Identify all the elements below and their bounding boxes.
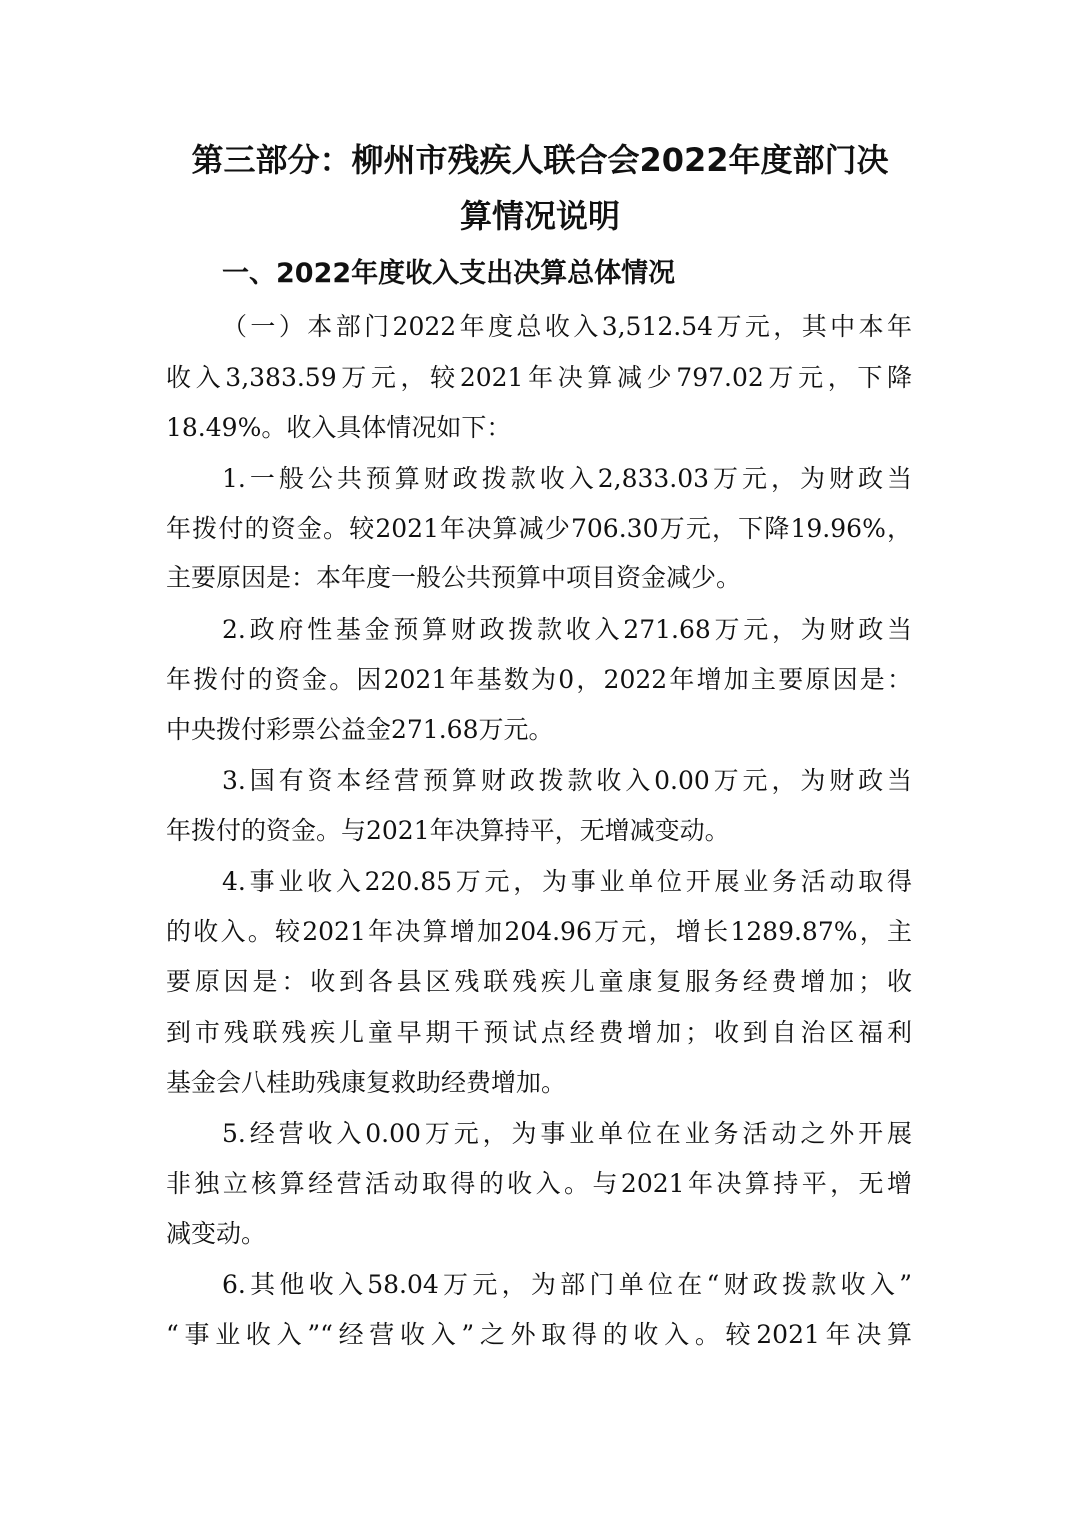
paragraph-line: 5.经营收入0.00万元，为事业单位在业务活动之外开展 [222, 1119, 912, 1148]
paragraph-line: 6.其他收入58.04万元，为部门单位在“财政拨款收入” [222, 1270, 912, 1299]
paragraph-line: 4.事业收入220.85万元，为事业单位开展业务活动取得 [222, 867, 912, 896]
section-heading: 一、2022年度收入支出决算总体情况 [222, 258, 676, 289]
paragraph-line: 到市残联残疾儿童早期干预试点经费增加；收到自治区福利 [166, 1018, 912, 1047]
paragraph-line: 主要原因是：本年度一般公共预算中项目资金减少。 [166, 563, 742, 592]
paragraph-line: 2.政府性基金预算财政拨款收入271.68万元，为财政当 [222, 615, 912, 644]
document-title-line-2: 算情况说明 [459, 197, 620, 235]
paragraph-line: 1.一般公共预算财政拨款收入2,833.03万元，为财政当 [222, 464, 912, 493]
paragraph-line: 减变动。 [166, 1219, 267, 1248]
document-title-line-1: 第三部分：柳州市残疾人联合会2022年度部门决 [191, 141, 889, 179]
paragraph-line: 年拨付的资金。较2021年决算减少706.30万元，下降19.96%， [166, 514, 912, 543]
paragraph-line: 收入3,383.59万元，较2021年决算减少797.02万元，下降 [166, 363, 912, 392]
paragraph-line: 的收入。较2021年决算增加204.96万元，增长1289.87%，主 [166, 917, 912, 946]
paragraph-line: 非独立核算经营活动取得的收入。与2021年决算持平，无增 [166, 1169, 912, 1198]
paragraph-line: 年拨付的资金。与2021年决算持平，无增减变动。 [166, 816, 730, 845]
paragraph-line: 年拨付的资金。因2021年基数为0，2022年增加主要原因是： [166, 665, 912, 694]
paragraph-line: 18.49%。收入具体情况如下： [166, 413, 512, 442]
paragraph-line: 3.国有资本经营预算财政拨款收入0.00万元，为财政当 [222, 766, 912, 795]
paragraph-line: （一）本部门2022年度总收入3,512.54万元，其中本年 [222, 312, 912, 341]
paragraph-line: 中央拨付彩票公益金271.68万元。 [166, 715, 554, 744]
paragraph-line: “事业收入”“经营收入”之外取得的收入。较2021年决算 [166, 1320, 912, 1349]
paragraph-line: 基金会八桂助残康复救助经费增加。 [166, 1068, 567, 1097]
paragraph-line: 要原因是：收到各县区残联残疾儿童康复服务经费增加；收 [166, 967, 912, 996]
